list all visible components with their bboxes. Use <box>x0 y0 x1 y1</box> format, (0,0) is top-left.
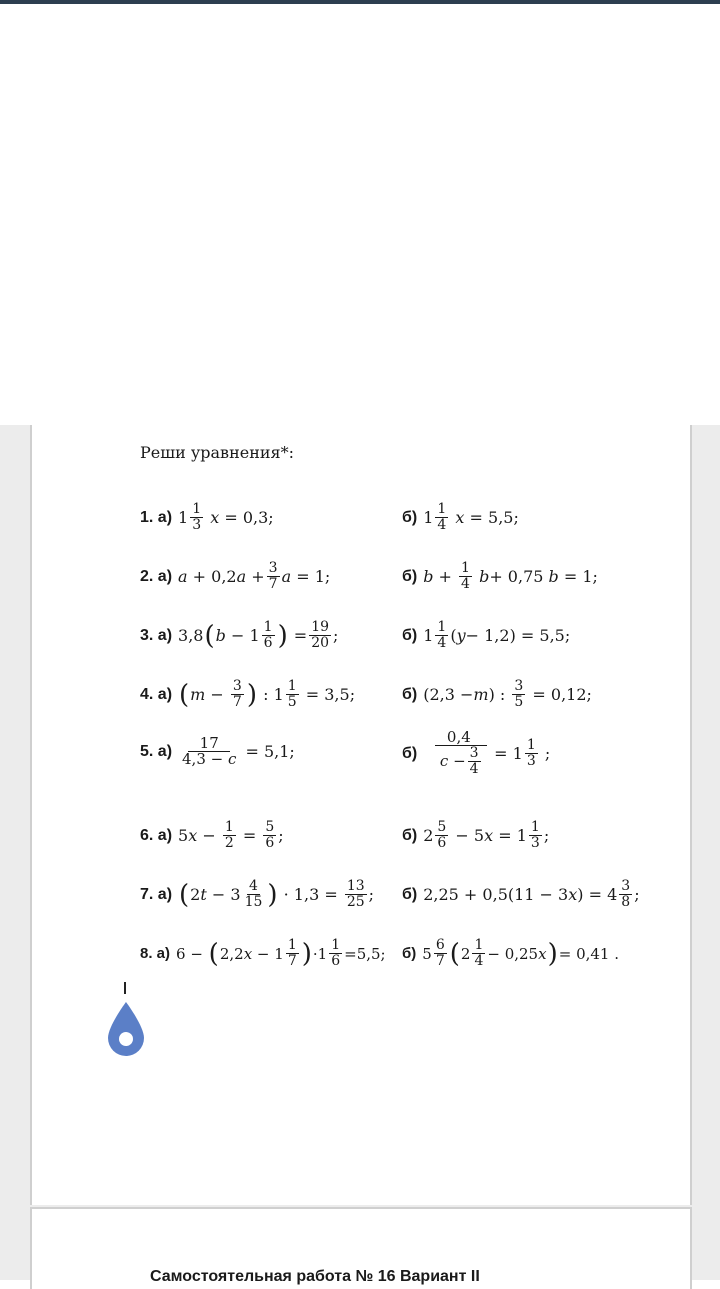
equation-8b: б) 5 $\frac{6}{7}$ ( 2 $\frac{1}{4}$ − 0,25 x ) = 0,41 . <box>402 937 620 969</box>
top-bar <box>0 0 720 4</box>
equation-3b: б) 1 $\frac{1}{4}$ ( y − 1,2) = 5,5; <box>402 619 571 651</box>
equation-3a: 3. а) 3,8 ( b − 1 $\frac{1}{6}$ ) = $\frac{19}{20}$ ; <box>140 619 339 651</box>
equation-4a: 4. а) ( m − $\frac{3}{7}$ ) : 1 $\frac{1}{5}$ = 3,5; <box>140 678 356 710</box>
equation-8a: 8. а) 6 − ( 2,2 x − 1 $\frac{1}{7}$ ) ·1 $\frac{1}{6}$ =5,5; <box>140 937 386 969</box>
equation-7a: 7. а) ( 2 t − 3 $\frac{4}{15}$ ) · 1,3 = $\frac{13}{25}$ ; <box>140 878 375 910</box>
text-cursor <box>124 982 126 994</box>
heading: Реши уравнения*: <box>140 443 295 462</box>
equation-1b: б) 1 $\frac{1}{4}$ x = 5,5; <box>402 501 519 533</box>
next-page-title: Самостоятельная работа № 16 Вариант II <box>150 1268 480 1285</box>
document-page <box>30 425 692 1205</box>
equation-5b: б) 0,4 c − $\frac{3}{4}$ = 1 $\frac{1}{3}$ ; <box>402 728 551 777</box>
equation-7b: б) 2,25 + 0,5(11 − 3 x ) = 4 $\frac{3}{8}$ ; <box>402 878 640 910</box>
equation-1a: 1. а) 1 $\frac{1}{3}$ x = 0,3; <box>140 501 274 533</box>
equation-2b: б) b + $\frac{1}{4}$ b + 0,75 b = 1; <box>402 560 598 592</box>
equation-6a: 6. а) 5 x − $\frac{1}{2}$ = $\frac{5}{6}$ ; <box>140 819 284 851</box>
equation-5a: 5. а) $\frac{17}{4,3 - c}$ = 5,1; <box>140 734 295 768</box>
equation-6b: б) 2 $\frac{5}{6}$ − 5 x = 1 $\frac{1}{3}$ ; <box>402 819 550 851</box>
selection-handle-icon[interactable] <box>106 1000 146 1058</box>
equation-4b: б) (2,3 − m ) : $\frac{3}{5}$ = 0,12; <box>402 678 592 710</box>
equation-2a: 2. а) a + 0,2 a + $\frac{3}{7}$ a = 1; <box>140 560 331 592</box>
